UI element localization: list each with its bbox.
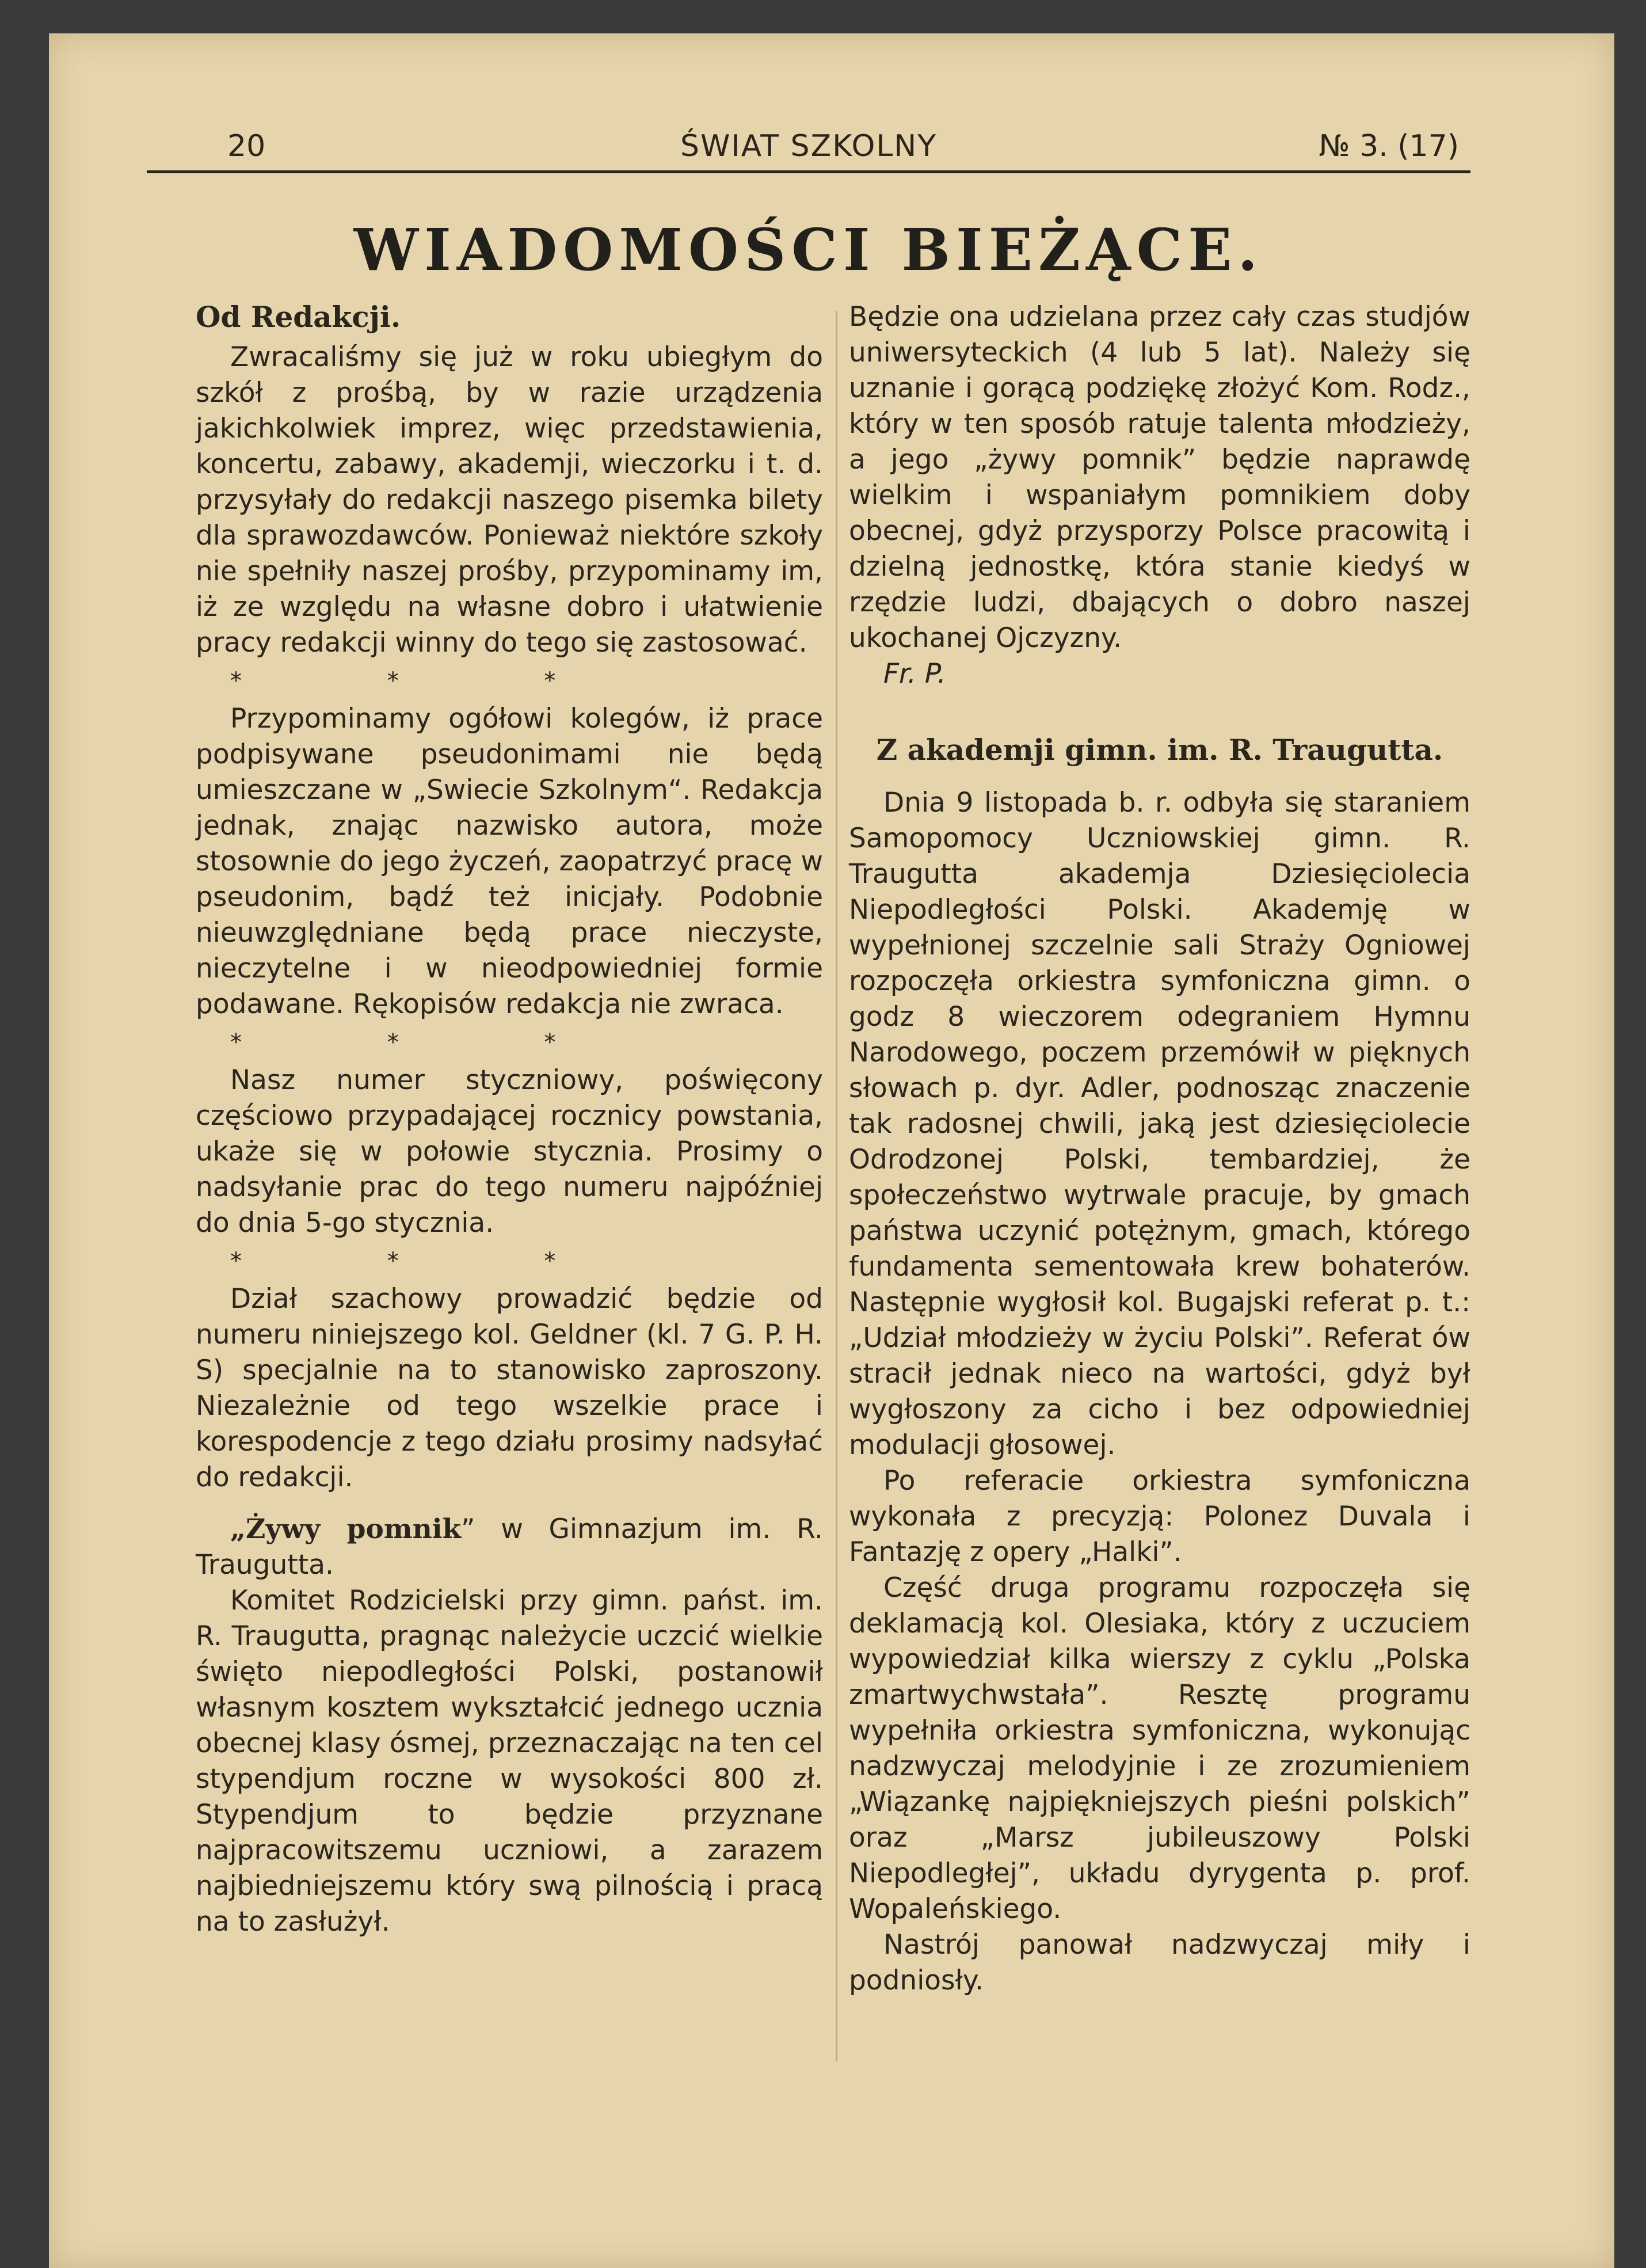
right-column bbox=[849, 299, 1470, 1999]
editorial-heading: Od Redakcji. bbox=[196, 300, 401, 334]
paragraph: Nasz numer styczniowy, poświęcony częściowo przypadającej rocznicy powstania, ukaże się w połowie stycznia. Prosimy o nadsyłanie prac do tego numeru najpóźniej do dnia 5-go stycznia. bbox=[196, 1064, 823, 1239]
left-column bbox=[196, 299, 823, 1940]
issue-number: № 3. (17) bbox=[1319, 129, 1459, 163]
akademja-heading: Z akademji gimn. im. R. Traugutta. bbox=[876, 733, 1443, 767]
column-divider bbox=[836, 311, 837, 2061]
separator-stars: * * * bbox=[230, 1029, 625, 1056]
pomnik-heading-rest: ” w Gimnazjum im. R. Traugutta. bbox=[196, 1513, 823, 1581]
running-header bbox=[147, 107, 1470, 173]
paragraph: Dnia 9 listopada b. r. odbyła się staraniem Samopomocy Uczniowskiej gimn. R. Traugutta akademja Dziesięciolecia Niepodległości Polski. Akademję w wypełnionej szczelnie sali Straży Ogniowej rozpoczęła orkiestra symfoniczna gimn. o godz 8 wieczorem odegraniem Hymnu Narodowego, poczem przemówił w pięknych słowach p. dyr. Adler, podnosząc znaczenie tak radosnej chwili, jaką jest dziesięciolecie Odrodzonej Polski, tembardziej, że społeczeństwo wytrwale pracuje, by gmach państwa uczynić potężnym, gmach, którego fundamenta sementowała krew bohaterów. Następnie wygłosił kol. Bugajski referat p. t.: „Udział młodzieży w życiu Polski”. Referat ów stracił jednak nieco na wartości, gdyż był wygłoszony za cicho i bez odpowiedniej modulacji głosowej. bbox=[849, 787, 1470, 1461]
signature: Fr. P. bbox=[883, 658, 946, 690]
paragraph: Dział szachowy prowadzić będzie od numeru niniejszego kol. Geldner (kl. 7 G. P. H. S) specjalnie na to stanowisko zaproszony. Niezależnie od tego wszelkie prace i korespodencje z tego działu prosimy nadsyłać do redakcji. bbox=[196, 1283, 823, 1493]
pomnik-heading-bold: „Żywy pomnik bbox=[230, 1513, 462, 1545]
paragraph: Po referacie orkiestra symfoniczna wykonała z precyzją: Polonez Duvala i Fantazję z opery „Halki”. bbox=[849, 1465, 1470, 1568]
separator-stars: * * * bbox=[230, 1248, 625, 1274]
paragraph: Zwracaliśmy się już w roku ubiegłym do szkół z prośbą, by w razie urządzenia jakichkolwiek imprez, więc przedstawienia, koncertu, zabawy, akademji, wieczorku i t. d. przysyłały do redakcji naszego pisemka bilety dla sprawozdawców. Ponieważ niektóre szkoły nie spełniły naszej prośby, przypominamy im, iż ze względu na własne dobro i ułatwienie pracy redakcji winny do tego się zastosować. bbox=[196, 341, 823, 659]
paragraph: Przypominamy ogółowi kolegów, iż prace podpisywane pseudonimami nie będą umieszczane w „Swiecie Szkolnym“. Redakcja jednak, znając nazwisko autora, może stosownie do jego życzeń, zaopatrzyć pracę w pseudonim, bądź też inicjały. Podobnie nieuwzględniane będą prace nieczyste, nieczytelne i w nieodpowiedniej formie podawane. Rękopisów redakcja nie zwraca. bbox=[196, 703, 823, 1020]
page-number: 20 bbox=[227, 129, 266, 163]
journal-title: ŚWIAT SZKOLNY bbox=[680, 129, 938, 163]
separator-stars: * * * bbox=[230, 668, 625, 694]
paragraph: Będzie ona udzielana przez cały czas studjów uniwersyteckich (4 lub 5 lat). Należy się uznanie i gorącą podziękę złożyć Kom. Rodz., który w ten sposób ratuje talenta młodzieży, a jego „żywy pomnik” będzie naprawdę wielkim i wspaniałym pomnikiem doby obecnej, gdyż przysporzy Polsce pracowitą i dzielną jednostkę, która stanie kiedyś w rzędzie ludzi, dbających o dobro naszej ukochanej Ojczyzny. bbox=[849, 301, 1470, 654]
paragraph: Komitet Rodzicielski przy gimn. państ. im. R. Traugutta, pragnąc należycie uczcić wielkie święto niepodległości Polski, postanowił własnym kosztem wykształcić jednego ucznia obecnej klasy ósmej, przeznaczając na ten cel stypendjum roczne w wysokości 800 zł. Stypendjum to będzie przyznane najpracowitszemu uczniowi, a zarazem najbiedniejszemu który swą pilnością i pracą na to zasłużył. bbox=[196, 1585, 823, 1938]
pomnik-heading bbox=[196, 1512, 823, 1583]
paragraph: Nastrój panował nadzwyczaj miły i podniosły. bbox=[849, 1929, 1470, 1996]
paragraph: Część druga programu rozpoczęła się deklamacją kol. Olesiaka, który z uczuciem wypowiedział kilka wierszy z cyklu „Polska zmartwychwstała”. Resztę programu wypełniła orkiestra symfoniczna, wykonując nadzwyczaj melodyjnie i ze zrozumieniem „Wiązankę najpiękniejszych pieśni polskich” oraz „Marsz jubileuszowy Polski Niepodległej”, układu dyrygenta p. prof. Wopaleńskiego. bbox=[849, 1572, 1470, 1925]
page-title: WIADOMOŚCI BIEŻĄCE. bbox=[353, 216, 1264, 284]
